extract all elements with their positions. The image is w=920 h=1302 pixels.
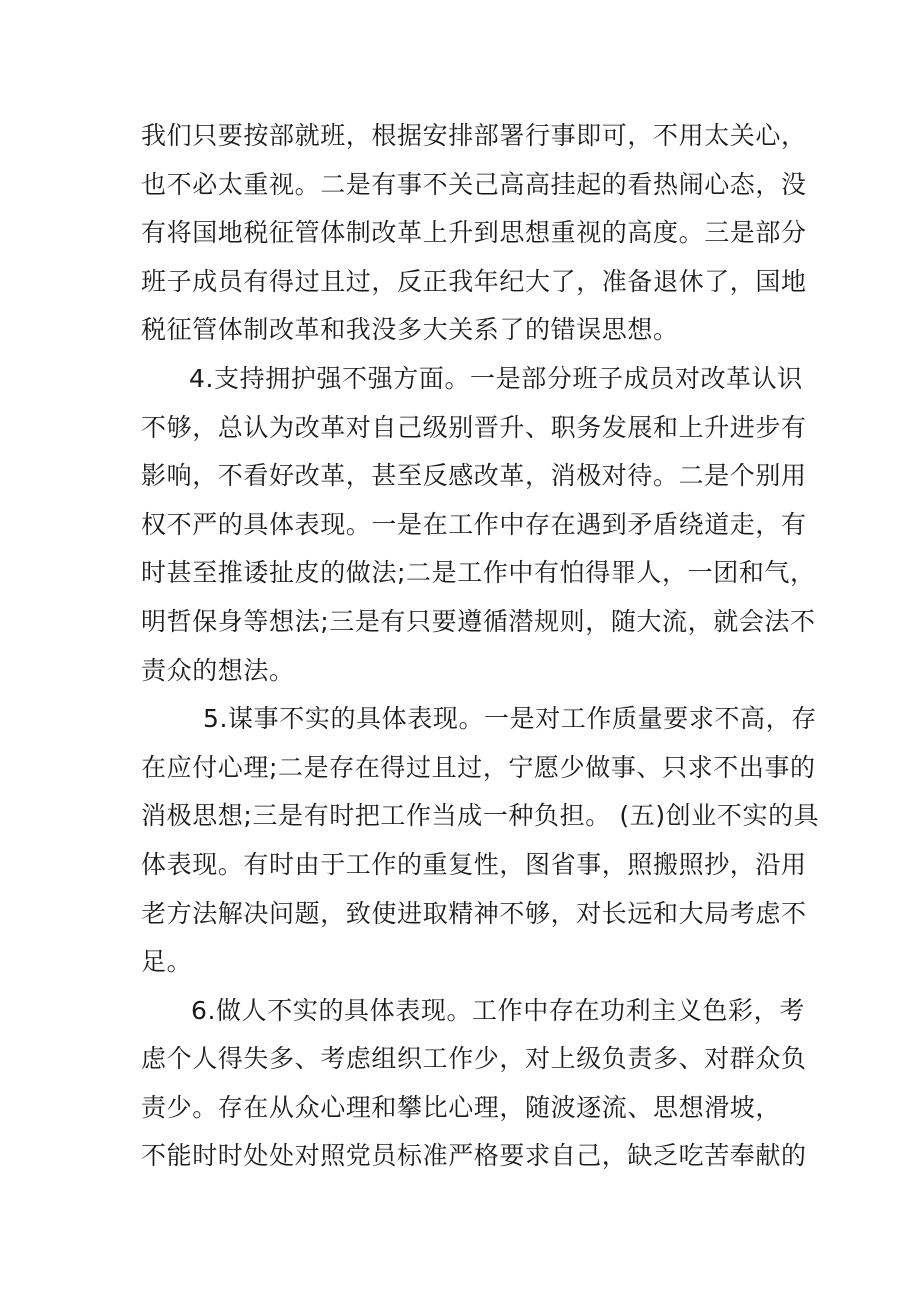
paragraph-heading-line: 6.做人不实的具体表现。工作中存在功利主义色彩，考 — [191, 995, 805, 1025]
text-line: 权不严的具体表现。一是在工作中存在遇到矛盾绕道走，有 — [141, 509, 807, 539]
text-line: 体表现。有时由于工作的重复性，图省事，照搬照抄，沿用 — [141, 849, 807, 879]
text-line: 我们只要按部就班，根据安排部署行事即可，不用太关心， — [141, 121, 807, 150]
text-line: 消极思想;三是有时把工作当成一种负担。 (五)创业不实的具 — [141, 801, 820, 831]
text-line: 不够，总认为改革对自己级别晋升、职务发展和上升进步有 — [141, 412, 807, 442]
text-line: 班子成员有得过且过，反正我年纪大了，准备退休了，国地 — [141, 266, 807, 296]
text-line: 明哲保身等想法;三是有只要遵循潜规则，随大流，就会法不 — [141, 606, 816, 636]
text-line: 责少。存在从众心理和攀比心理，随波逐流、思想滑坡， — [141, 1092, 782, 1122]
text-line: 也不必太重视。二是有事不关己高高挂起的看热闹心态，没 — [141, 169, 807, 199]
text-line: 虑个人得失多、考虑组织工作少，对上级负责多、对群众负 — [141, 1044, 807, 1074]
paragraph-heading-line: 4.支持拥护强不强方面。一是部分班子成员对改革认识 — [189, 363, 803, 393]
text-line: 有将国地税征管体制改革上升到思想重视的高度。三是部分 — [141, 218, 807, 248]
text-line: 时甚至推诿扯皮的做法;二是工作中有怕得罪人，一团和气， — [141, 558, 816, 588]
text-line: 影响，不看好改革，甚至反感改革，消极对待。二是个别用 — [141, 461, 807, 491]
text-line: 老方法解决问题，致使进取精神不够，对长远和大局考虑不 — [141, 898, 807, 928]
text-line: 足。 — [141, 947, 193, 977]
text-line: 税征管体制改革和我没多大关系了的错误思想。 — [141, 315, 679, 345]
text-line: 不能时时处处对照党员标准严格要求自己，缺乏吃苦奉献的 — [141, 1141, 807, 1171]
text-line: 在应付心理;二是存在得过且过，宁愿少做事、只求不出事的 — [141, 752, 816, 782]
paragraph-heading-line: 5.谋事不实的具体表现。一是对工作质量要求不高，存 — [203, 704, 817, 734]
document-body — [141, 112, 820, 1181]
text-line: 责众的想法。 — [141, 655, 295, 685]
